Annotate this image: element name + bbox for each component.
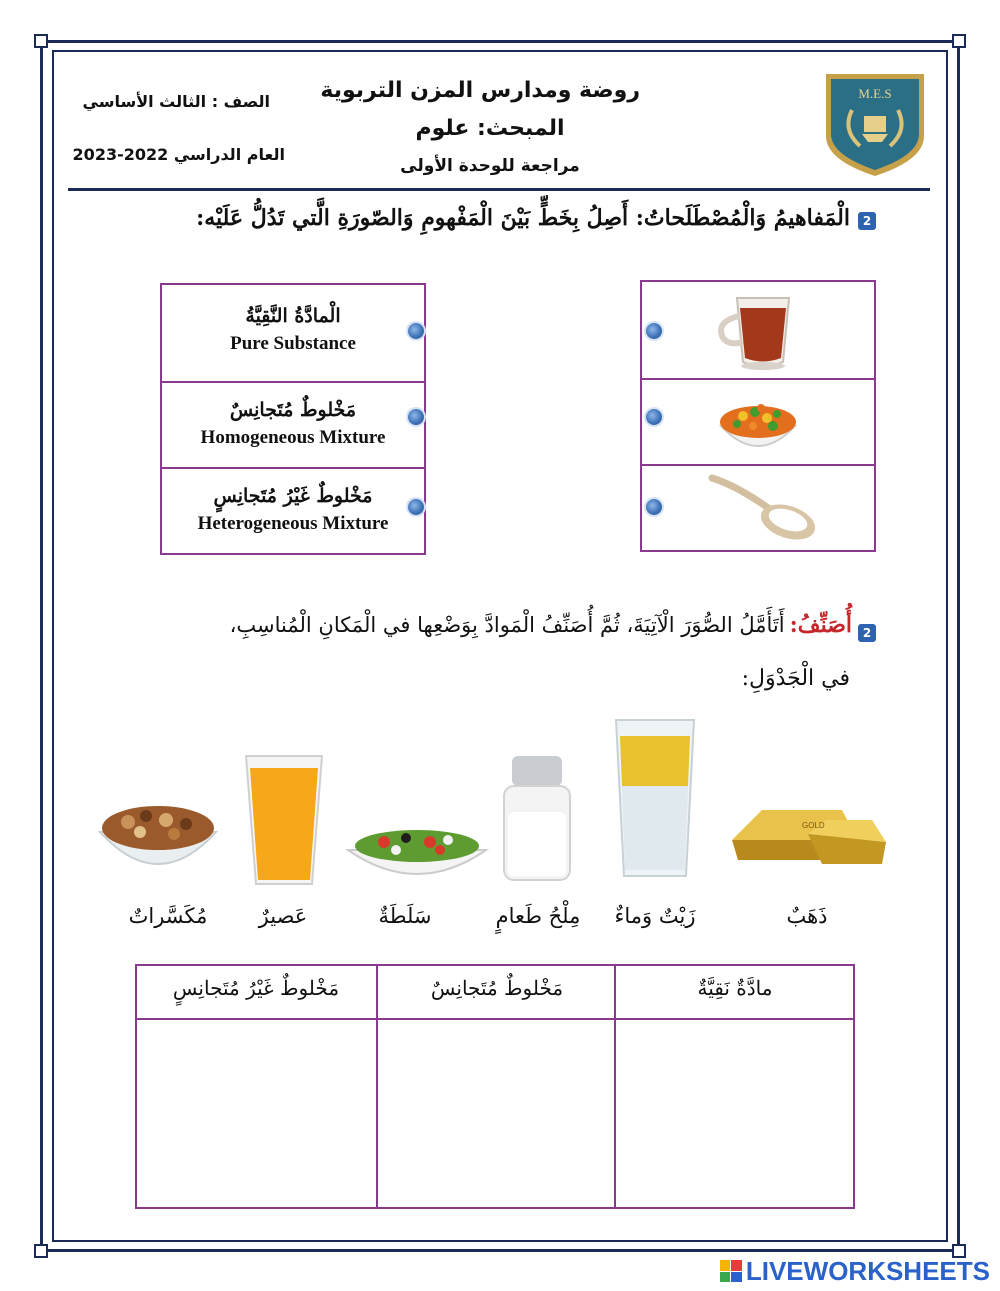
classify-text-line2: في الْجَدْوَلِ: <box>741 666 850 691</box>
item-label-nuts: مُكَسَّراتٌ <box>128 904 208 928</box>
column-divider <box>614 966 616 1207</box>
oil-water-glass-icon <box>612 716 698 884</box>
match-dot-concept-3[interactable] <box>408 499 424 515</box>
concept-ar: الْمادَّةُ النَّقِيَّةُ <box>245 305 341 327</box>
year-label: العام الدراسي 2022-2023 <box>72 145 285 164</box>
match-dot-image-1[interactable] <box>646 323 662 339</box>
salt-shaker-icon <box>498 752 576 884</box>
school-name: روضة ومدارس المزن التربوية <box>320 78 640 103</box>
question-number: 2 <box>858 212 876 230</box>
match-dot-image-2[interactable] <box>646 409 662 425</box>
item-label-gold: ذَهَبٌ <box>786 904 828 928</box>
item-label-salt: مِلْحُ طَعامٍ <box>495 904 581 928</box>
concept-ar: مَخْلوطٌ غَيْرُ مُتَجانِسٍ <box>213 485 373 507</box>
image-vegetables <box>642 380 874 466</box>
concept-heterogeneous <box>162 469 424 553</box>
salt-spoon-icon <box>688 468 828 548</box>
nuts-bowl-icon <box>94 794 222 886</box>
match-dot-concept-2[interactable] <box>408 409 424 425</box>
border-corner <box>34 1244 48 1258</box>
concept-en: Heterogeneous Mixture <box>197 513 389 534</box>
classification-table <box>135 964 855 1209</box>
border-corner <box>952 34 966 48</box>
matching-instructions: الْمَفاهيمُ وَالْمُصْطَلَحاتُ: أَصِلُ بِخَطٍّ بَيْنَ الْمَفْهومِ وَالصّورَةِ الَّتي تَدُلُّ عَلَيْه: <box>196 205 850 231</box>
item-label-oil-water: زَيْتٌ وَماءٌ <box>614 904 696 928</box>
tea-cup-icon <box>693 286 823 376</box>
dropzone-pure-substance[interactable] <box>619 1022 851 1205</box>
classify-text: أَتَأَمَّلُ الصُّوَرَ الْآتِيَةَ، ثُمَّ أُصَنِّفُ الْمَوادَّ بِوَضْعِها في الْمَكانِ الْمُناسِبِ، <box>229 613 785 637</box>
item-label-salad: سَلَطَةٌ <box>378 904 432 928</box>
match-dot-concept-1[interactable] <box>408 323 424 339</box>
logo-text: M.E.S <box>858 86 892 101</box>
liveworksheets-logo-icon <box>720 1260 742 1282</box>
header-divider <box>137 1018 853 1020</box>
header-heterogeneous: مَخْلوطٌ غَيْرُ مُتَجانِسٍ <box>172 976 340 1000</box>
dropzone-heterogeneous[interactable] <box>141 1022 373 1205</box>
subject-title: المبحث: علوم <box>415 116 565 141</box>
column-divider <box>376 966 378 1207</box>
image-salt <box>642 466 874 550</box>
header-homogeneous: مَخْلوطٌ مُتَجانِسٌ <box>430 976 564 1000</box>
image-list <box>640 280 876 552</box>
brand-name: LIVEWORKSHEETS <box>745 1255 990 1286</box>
school-logo <box>822 70 928 178</box>
review-title: مراجعة للوحدة الأولى <box>400 156 580 176</box>
svg-text:GOLD: GOLD <box>802 821 825 830</box>
border-corner <box>34 34 48 48</box>
concept-en: Pure Substance <box>230 333 356 354</box>
liveworksheets-brand <box>720 1255 990 1287</box>
classify-instructions <box>110 612 852 638</box>
dropzone-homogeneous[interactable] <box>381 1022 613 1205</box>
gold-bars-icon <box>722 780 892 880</box>
concept-homogeneous <box>162 383 424 469</box>
mixed-vegetables-icon <box>693 382 823 462</box>
classify-title: أُصَنِّفُ: <box>789 612 852 638</box>
concept-ar: مَخْلوطٌ مُتَجانِسٌ <box>229 399 357 421</box>
header-pure-substance: مادَّةٌ نَقِيَّةٌ <box>697 976 773 1000</box>
concept-en: Homogeneous Mixture <box>200 427 386 448</box>
concept-pure <box>162 285 424 383</box>
header-divider <box>68 188 930 191</box>
match-dot-image-3[interactable] <box>646 499 662 515</box>
juice-glass-icon <box>244 754 324 888</box>
image-tea <box>642 282 874 380</box>
concept-list <box>160 283 426 555</box>
salad-bowl-icon <box>344 812 490 886</box>
grade-label: الصف : الثالث الأساسي <box>82 92 270 111</box>
question-number: 2 <box>858 624 876 642</box>
item-label-juice: عَصيرٌ <box>258 904 308 928</box>
